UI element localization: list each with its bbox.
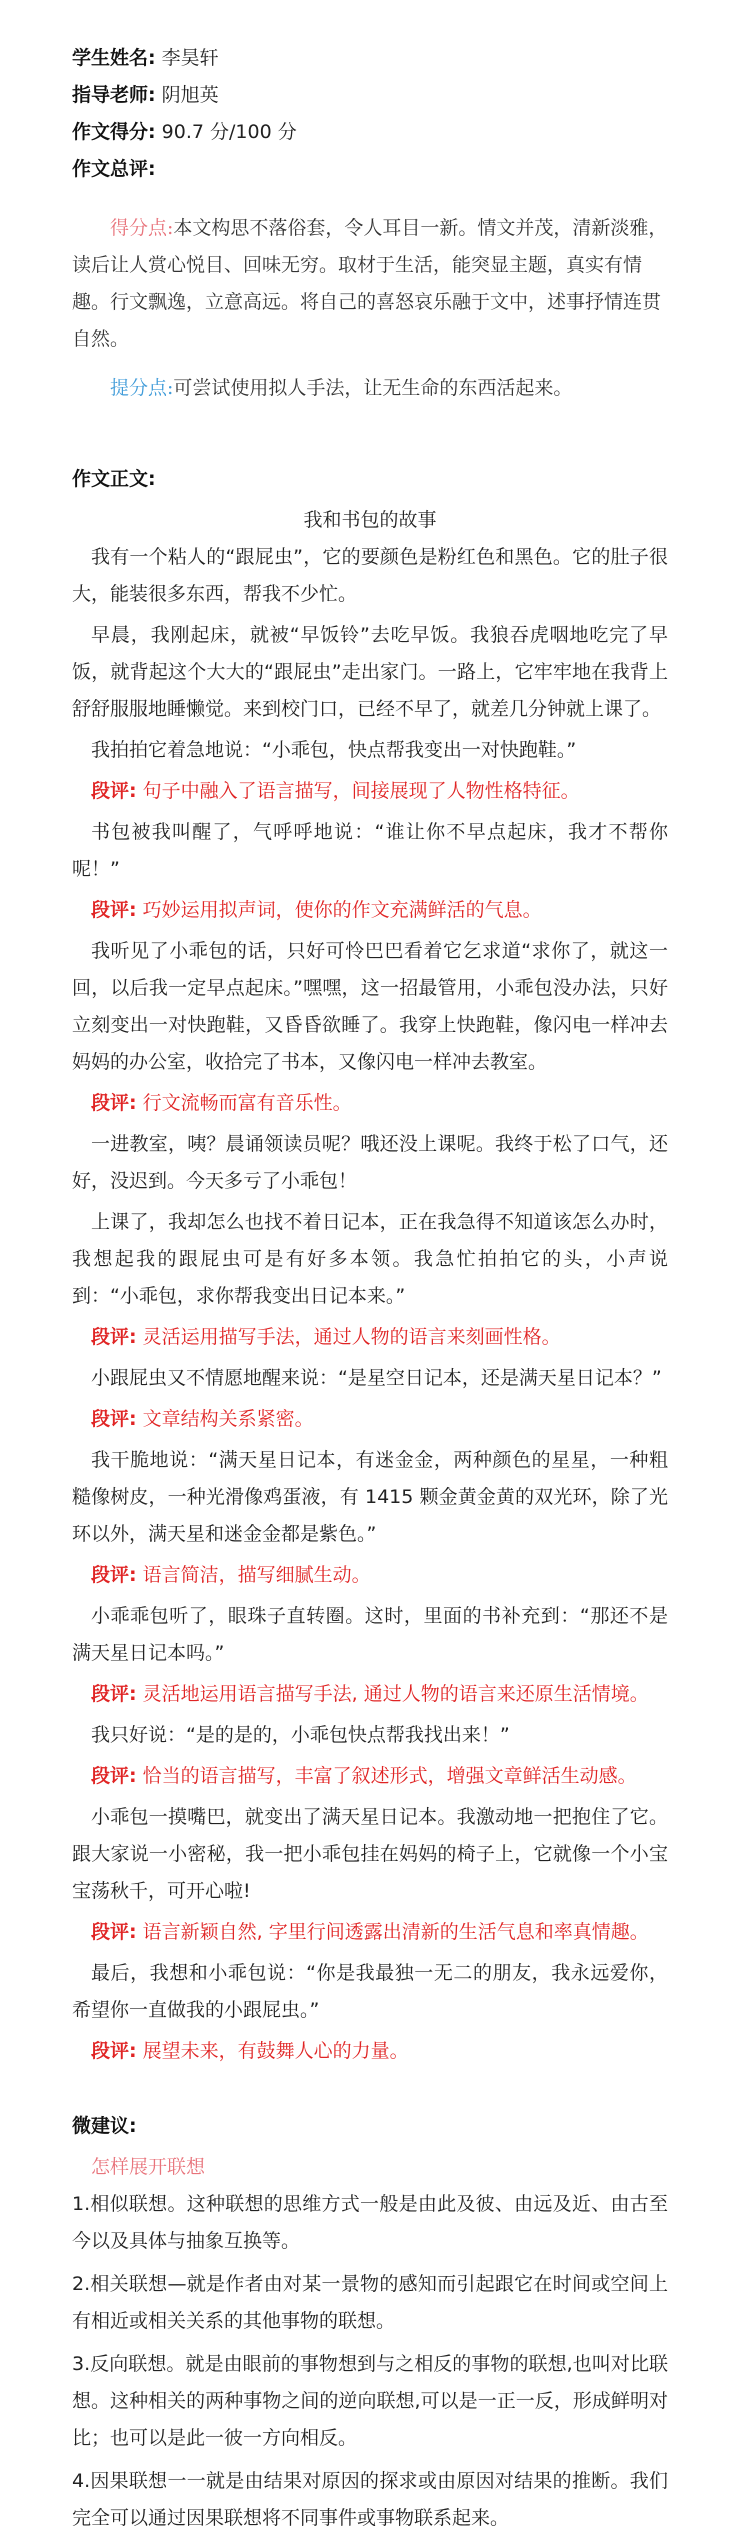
tip-item: 4.因果联想一一就是由结果对原因的探求或由原因对结果的推断。我们完全可以通过因果联想将不同事件或事物联系起来。 (72, 2470, 668, 2529)
score-value: 90.7 分/100 分 (161, 121, 297, 143)
student-name-label: 学生姓名: (72, 47, 156, 69)
essay-body (72, 539, 668, 2070)
student-name-value: 李昊轩 (161, 47, 219, 69)
paragraph-comment-label: 段评: (91, 1092, 137, 1114)
paragraph-comment-text: 语言新颖自然, 字里行间透露出清新的生活气息和率真情趣。 (142, 1921, 649, 1943)
essay-paragraph: 我有一个粘人的“跟屁虫”，它的要颜色是粉红色和黑色。它的肚子很大，能装很多东西，帮我不少忙。 (72, 546, 668, 605)
tips-subtitle: 怎样展开联想 (91, 2156, 206, 2178)
paragraph-comment-label: 段评: (91, 2040, 137, 2062)
essay-paragraph: 一进教室，咦？晨诵领读员呢？哦还没上课呢。我终于松了口气，还好，没迟到。今天多亏了小乖包！ (72, 1133, 668, 1192)
paragraph-comment (72, 892, 668, 929)
paragraph-comment-text: 展望未来，有鼓舞人心的力量。 (142, 2040, 409, 2062)
paragraph-comment-text: 恰当的语言描写，丰富了叙述形式，增强文章鲜活生动感。 (142, 1765, 637, 1787)
paragraph-comment-text: 行文流畅而富有音乐性。 (142, 1092, 352, 1114)
tip-item: 3.反向联想。就是由眼前的事物想到与之相反的事物的联想,也叫对比联想。这种相关的两种事物之间的逆向联想,可以是一正一反，形成鲜明对比；也可以是此一彼一方向相反。 (72, 2353, 668, 2449)
tips-heading: 微建议: (72, 2115, 137, 2137)
review-good-text: 本文构思不落俗套，令人耳目一新。情文并茂，清新淡雅，读后让人赏心悦目、回味无穷。取材于生活，能突显主题，真实有情趣。行文飘逸，立意高远。将自己的喜怒哀乐融于文中，述事抒情连贯自然。 (72, 217, 668, 350)
paragraph-comment-label: 段评: (91, 899, 137, 921)
essay-paragraph: 我拍拍它着急地说：“小乖包，快点帮我变出一对快跑鞋。” (91, 739, 577, 761)
student-name-row (72, 40, 668, 77)
paragraph-comment-label: 段评: (91, 1765, 137, 1787)
paragraph-comment (72, 1914, 668, 1951)
paragraph-comment-label: 段评: (91, 780, 137, 802)
paragraph-comment (72, 1758, 668, 1795)
paragraph-comment-label: 段评: (91, 1326, 137, 1348)
essay-title: 我和书包的故事 (303, 509, 437, 531)
essay-paragraph: 小跟屁虫又不情愿地醒来说：“是星空日记本，还是满天星日记本？” (91, 1367, 662, 1389)
essay-paragraph: 早晨，我刚起床，就被“早饭铃”去吃早饭。我狼吞虎咽地吃完了早饭，就背起这个大大的“跟屁虫”走出家门。一路上，它牢牢地在我背上舒舒服服地睡懒觉。来到校门口，已经不早了，就差几分钟就上课了。 (72, 624, 668, 720)
teacher-row (72, 77, 668, 114)
paragraph-comment-label: 段评: (91, 1683, 137, 1705)
paragraph-comment-text: 句子中融入了语言描写，间接展现了人物性格特征。 (142, 780, 580, 802)
paragraph-comment-text: 语言简洁，描写细腻生动。 (142, 1564, 371, 1586)
paragraph-comment (72, 1085, 668, 1122)
essay-paragraph: 我干脆地说：“满天星日记本，有迷金金，两种颜色的星星，一种粗糙像树皮，一种光滑像鸡蛋液，有 1415 颗金黄金黄的双光环，除了光环以外，满天星和迷金金都是紫色。” (72, 1449, 668, 1545)
essay-paragraph: 小乖乖包听了，眼珠子直转圈。这时，里面的书补充到：“那还不是满天星日记本吗。” (72, 1605, 668, 1664)
paragraph-comment (72, 1401, 668, 1438)
summary-row (72, 151, 668, 188)
paragraph-comment-label: 段评: (91, 1564, 137, 1586)
score-row (72, 114, 668, 151)
review-good-tag: 得分点: (110, 217, 174, 239)
tip-item: 1.相似联想。这种联想的思维方式一般是由此及彼、由远及近、由古至今以及具体与抽象互换等。 (72, 2193, 668, 2252)
essay-paragraph: 我听见了小乖包的话，只好可怜巴巴看着它乞求道“求你了，就这一回，以后我一定早点起床。”嘿嘿，这一招最管用，小乖包没办法，只好立刻变出一对快跑鞋，又昏昏欲睡了。我穿上快跑鞋，像闪电一样冲去妈妈的办公室，收拾完了书本，又像闪电一样冲去教室。 (72, 940, 668, 1073)
tips-list (72, 2186, 668, 2537)
review-improve-text: 可尝试使用拟人手法，让无生命的东西活起来。 (173, 377, 573, 399)
paragraph-comment (72, 2033, 668, 2070)
paragraph-comment (72, 1557, 668, 1594)
teacher-label: 指导老师: (72, 84, 156, 106)
paragraph-comment (72, 773, 668, 810)
essay-paragraph: 小乖包一摸嘴巴，就变出了满天星日记本。我激动地一把抱住了它。跟大家说一小密秘，我一把小乖包挂在妈妈的椅子上，它就像一个小宝宝荡秋千，可开心啦! (72, 1806, 668, 1902)
review-good-points (72, 210, 668, 358)
review-improve-tag: 提分点: (110, 377, 174, 399)
paragraph-comment-text: 灵活地运用语言描写手法, 通过人物的语言来还原生活情境。 (142, 1683, 649, 1705)
essay-paragraph: 书包被我叫醒了，气呼呼地说：“谁让你不早点起床，我才不帮你呢！” (72, 821, 668, 880)
paragraph-comment (72, 1676, 668, 1713)
paragraph-comment-label: 段评: (91, 1408, 137, 1430)
essay-paragraph: 我只好说：“是的是的，小乖包快点帮我找出来！” (91, 1724, 510, 1746)
paragraph-comment-text: 文章结构关系紧密。 (142, 1408, 314, 1430)
paragraph-comment-text: 巧妙运用拟声词，使你的作文充满鲜活的气息。 (142, 899, 542, 921)
score-label: 作文得分: (72, 121, 156, 143)
summary-label: 作文总评: (72, 158, 156, 180)
essay-paragraph: 最后，我想和小乖包说：“你是我最独一无二的朋友，我永远爱你，希望你一直做我的小跟屁虫。” (72, 1962, 668, 2021)
essay-paragraph: 上课了，我却怎么也找不着日记本，正在我急得不知道该怎么办时，我想起我的跟屁虫可是有好多本领。我急忙拍拍它的头，小声说到：“小乖包，求你帮我变出日记本来。” (72, 1211, 668, 1307)
tip-item: 2.相关联想—就是作者由对某一景物的感知而引起跟它在时间或空间上有相近或相关关系的其他事物的联想。 (72, 2273, 668, 2332)
teacher-value: 阴旭英 (161, 84, 219, 106)
essay-heading: 作文正文: (72, 468, 156, 490)
paragraph-comment-label: 段评: (91, 1921, 137, 1943)
review-improve-points (72, 370, 668, 407)
paragraph-comment (72, 1319, 668, 1356)
paragraph-comment-text: 灵活运用描写手法，通过人物的语言来刻画性格。 (142, 1326, 561, 1348)
